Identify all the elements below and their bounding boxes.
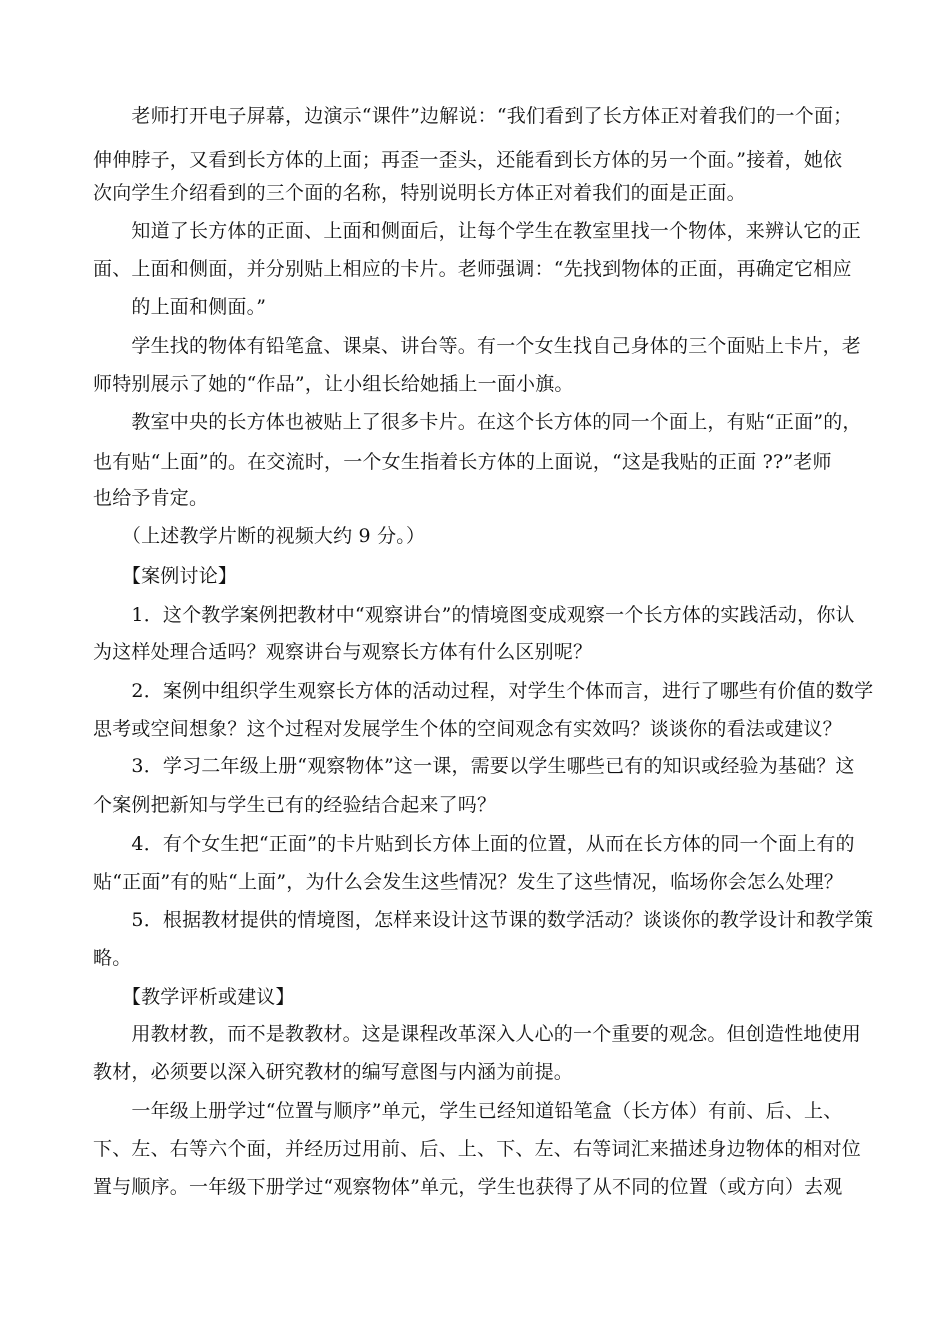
text-line: 5．根据教材提供的情境图，怎样来设计这节课的数学活动？谈谈你的教学设计和教学策 [93, 909, 874, 931]
text-line: 也有贴“上面”的。在交流时，一个女生指着长方体的上面说，“这是我贴的正面 ??”老师 [93, 451, 832, 473]
text-line: 老师打开电子屏幕，边演示“课件”边解说：“我们看到了长方体正对着我们的一个面； [93, 105, 853, 127]
text-line: 2．案例中组织学生观察长方体的活动过程，对学生个体而言，进行了哪些有价值的数学 [93, 680, 874, 702]
text-line: 面、上面和侧面，并分别贴上相应的卡片。老师强调：“先找到物体的正面，再确定它相应 [93, 258, 852, 280]
text-line: 贴“正面”有的贴“上面”，为什么会发生这些情况？发生了这些情况，临场你会怎么处理？ [93, 871, 844, 893]
text-line: 教室中央的长方体也被贴上了很多卡片。在这个长方体的同一个面上，有贴“正面”的， [93, 411, 862, 433]
text-line: 1．这个教学案例把教材中“观察讲台”的情境图变成观察一个长方体的实践活动，你认 [93, 604, 855, 626]
text-line: 下、左、右等六个面，并经历过用前、后、上、下、左、右等词汇来描述身边物体的相对位 [93, 1138, 862, 1160]
text-line: 的上面和侧面。” [93, 296, 267, 318]
text-line: 3．学习二年级上册“观察物体”这一课，需要以学生哪些已有的知识或经验为基础？这 [93, 755, 855, 777]
text-line: 教材，必须要以深入研究教材的编写意图与内涵为前提。 [93, 1061, 574, 1083]
text-line: 思考或空间想象？这个过程对发展学生个体的空间观念有实效吗？谈谈你的看法或建议？ [93, 718, 842, 740]
text-line: 用教材教，而不是教教材。这是课程改革深入人心的一个重要的观念。但创造性地使用 [93, 1023, 862, 1045]
text-line: 置与顺序。一年级下册学过“观察物体”单元，学生也获得了从不同的位置（或方向）去观 [93, 1176, 843, 1198]
text-line: 为这样处理合适吗？观察讲台与观察长方体有什么区别呢？ [93, 641, 593, 663]
text-line: （上述教学片断的视频大约 9 分。） [93, 525, 426, 547]
text-line: 个案例把新知与学生已有的经验结合起来了吗？ [93, 794, 497, 816]
text-line: 伸伸脖子，又看到长方体的上面；再歪一歪头，还能看到长方体的另一个面。”接着，她依 [93, 149, 843, 171]
text-line: 略。 [93, 947, 132, 969]
section-heading: 【教学评析或建议】 [93, 986, 295, 1008]
text-line: 学生找的物体有铅笔盒、课桌、讲台等。有一个女生找自己身体的三个面贴上卡片，老 [93, 335, 862, 357]
text-line: 次向学生介绍看到的三个面的名称，特别说明长方体正对着我们的面是正面。 [93, 182, 746, 204]
text-line: 也给予肯定。 [93, 487, 209, 509]
text-line: 师特别展示了她的“作品”，让小组长给她插上一面小旗。 [93, 373, 574, 395]
text-line: 一年级上册学过“位置与顺序”单元，学生已经知道铅笔盒（长方体）有前、后、上、 [93, 1100, 843, 1122]
text-line: 4．有个女生把“正面”的卡片贴到长方体上面的位置，从而在长方体的同一个面上有的 [93, 833, 855, 855]
text-line: 知道了长方体的正面、上面和侧面后，让每个学生在教室里找一个物体，来辨认它的正 [93, 220, 862, 242]
section-heading: 【案例讨论】 [93, 565, 238, 587]
